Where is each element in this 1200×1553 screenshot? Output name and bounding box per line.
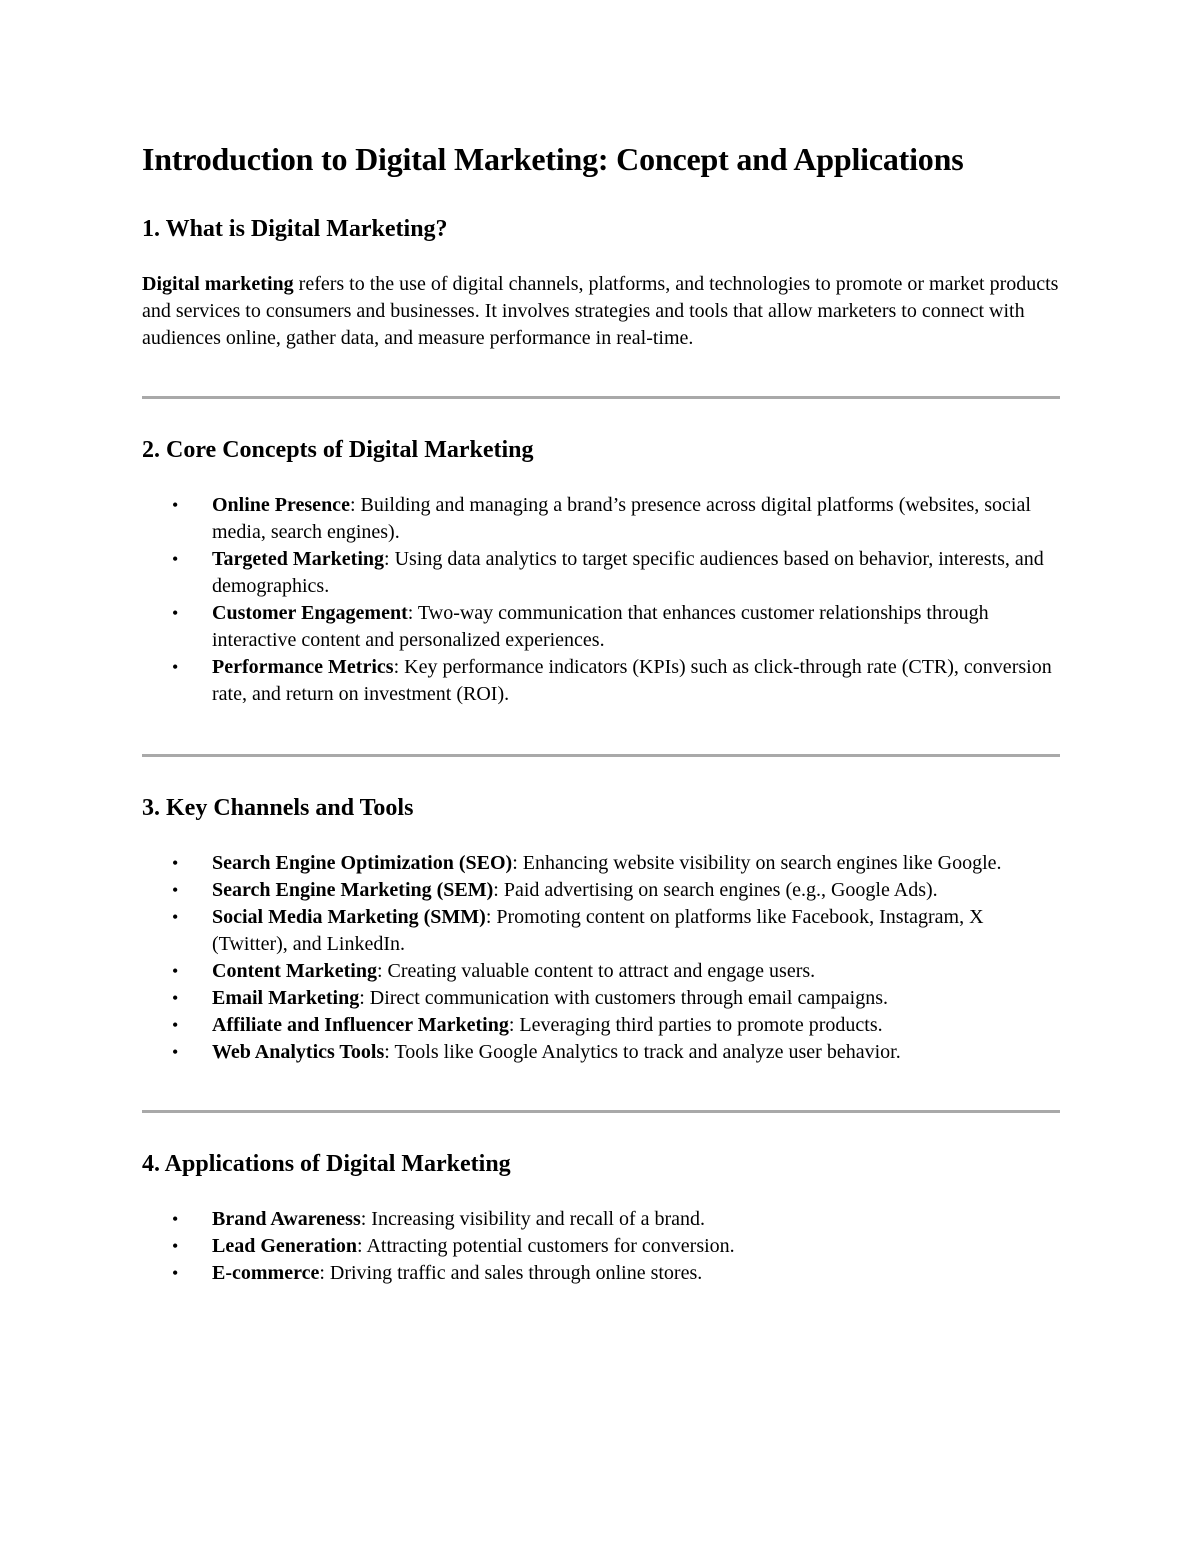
applications-list [142,1206,1060,1287]
section-applications [142,1149,1060,1287]
list-item [142,904,1060,958]
section-divider [142,754,1060,757]
channels-list [142,850,1060,1066]
list-item [142,1260,1060,1287]
list-item [142,1233,1060,1260]
list-item [142,1012,1060,1039]
item-term: Brand Awareness [212,1208,361,1230]
bullet-icon: • [172,549,179,569]
item-term: Online Presence [212,494,350,516]
bullet-icon: • [172,907,179,927]
item-term: Search Engine Marketing (SEM) [212,879,494,901]
section-heading: 3. Key Channels and Tools [142,795,414,821]
section-heading: 4. Applications of Digital Marketing [142,1151,511,1177]
item-text: : Creating valuable content to attract and engage users. [376,960,816,982]
bullet-icon: • [172,1236,179,1256]
list-item [142,958,1060,985]
item-text: : Two-way communication that enhances customer relationships through interactive content and personalized experiences. [212,602,989,651]
list-item [142,492,1060,546]
item-text: : Driving traffic and sales through online stores. [319,1262,703,1284]
bullet-icon: • [172,1263,179,1283]
bullet-icon: • [172,988,179,1008]
item-text: : Enhancing website visibility on search engines like Google. [512,852,1002,874]
list-item [142,877,1060,904]
section-key-channels [142,793,1060,1066]
bullet-icon: • [172,1015,179,1035]
list-item [142,600,1060,654]
item-term: Lead Generation [212,1235,357,1257]
item-term: Social Media Marketing (SMM) [212,906,486,928]
list-item [142,985,1060,1012]
bullet-icon: • [172,495,179,515]
item-text: : Key performance indicators (KPIs) such as click-through rate (CTR), conversion rate, and return on investment (ROI). [212,656,1052,705]
item-term: Search Engine Optimization (SEO) [212,852,513,874]
item-text: : Tools like Google Analytics to track and analyze user behavior. [384,1041,901,1063]
section-heading: 2. Core Concepts of Digital Marketing [142,437,534,463]
bullet-icon: • [172,603,179,623]
item-term: Email Marketing [212,987,360,1009]
item-text: : Paid advertising on search engines (e.g., Google Ads). [493,879,938,901]
item-term: Customer Engagement [212,602,408,624]
list-item [142,850,1060,877]
bullet-icon: • [172,657,179,677]
bullet-icon: • [172,1042,179,1062]
definition-term: Digital marketing [142,273,294,295]
item-term: Web Analytics Tools [212,1041,385,1063]
item-text: : Leveraging third parties to promote products. [508,1014,883,1036]
item-term: Content Marketing [212,960,377,982]
core-concepts-list [142,492,1060,708]
definition-paragraph [142,271,1060,352]
item-text: : Attracting potential customers for conversion. [357,1235,735,1257]
page-title: Introduction to Digital Marketing: Concept and Applications [142,141,964,177]
section-divider [142,396,1060,399]
item-text: : Building and managing a brand’s presence across digital platforms (websites, social media, search engines). [212,494,1031,543]
bullet-icon: • [172,1209,179,1229]
item-text: : Promoting content on platforms like Facebook, Instagram, X (Twitter), and LinkedIn. [212,906,984,955]
item-term: Performance Metrics [212,656,394,678]
list-item [142,1039,1060,1066]
list-item [142,546,1060,600]
item-term: E-commerce [212,1262,320,1284]
item-text: : Using data analytics to target specific audiences based on behavior, interests, and demographics. [212,548,1044,597]
document-page [142,138,1060,1287]
section-core-concepts [142,435,1060,708]
bullet-icon: • [172,880,179,900]
item-text: : Direct communication with customers through email campaigns. [359,987,888,1009]
definition-text: refers to the use of digital channels, platforms, and technologies to promote or market products and services to consumers and businesses. It involves strategies and tools that allow marketers to connect with audiences online, gather data, and measure performance in real-time. [142,273,1059,349]
item-term: Targeted Marketing [212,548,385,570]
bullet-icon: • [172,853,179,873]
item-text: : Increasing visibility and recall of a brand. [360,1208,706,1230]
section-heading: 1. What is Digital Marketing? [142,216,448,242]
bullet-icon: • [172,961,179,981]
list-item [142,1206,1060,1233]
section-what-is-digital-marketing [142,214,1060,352]
list-item [142,654,1060,708]
section-divider [142,1110,1060,1113]
item-term: Affiliate and Influencer Marketing [212,1014,509,1036]
